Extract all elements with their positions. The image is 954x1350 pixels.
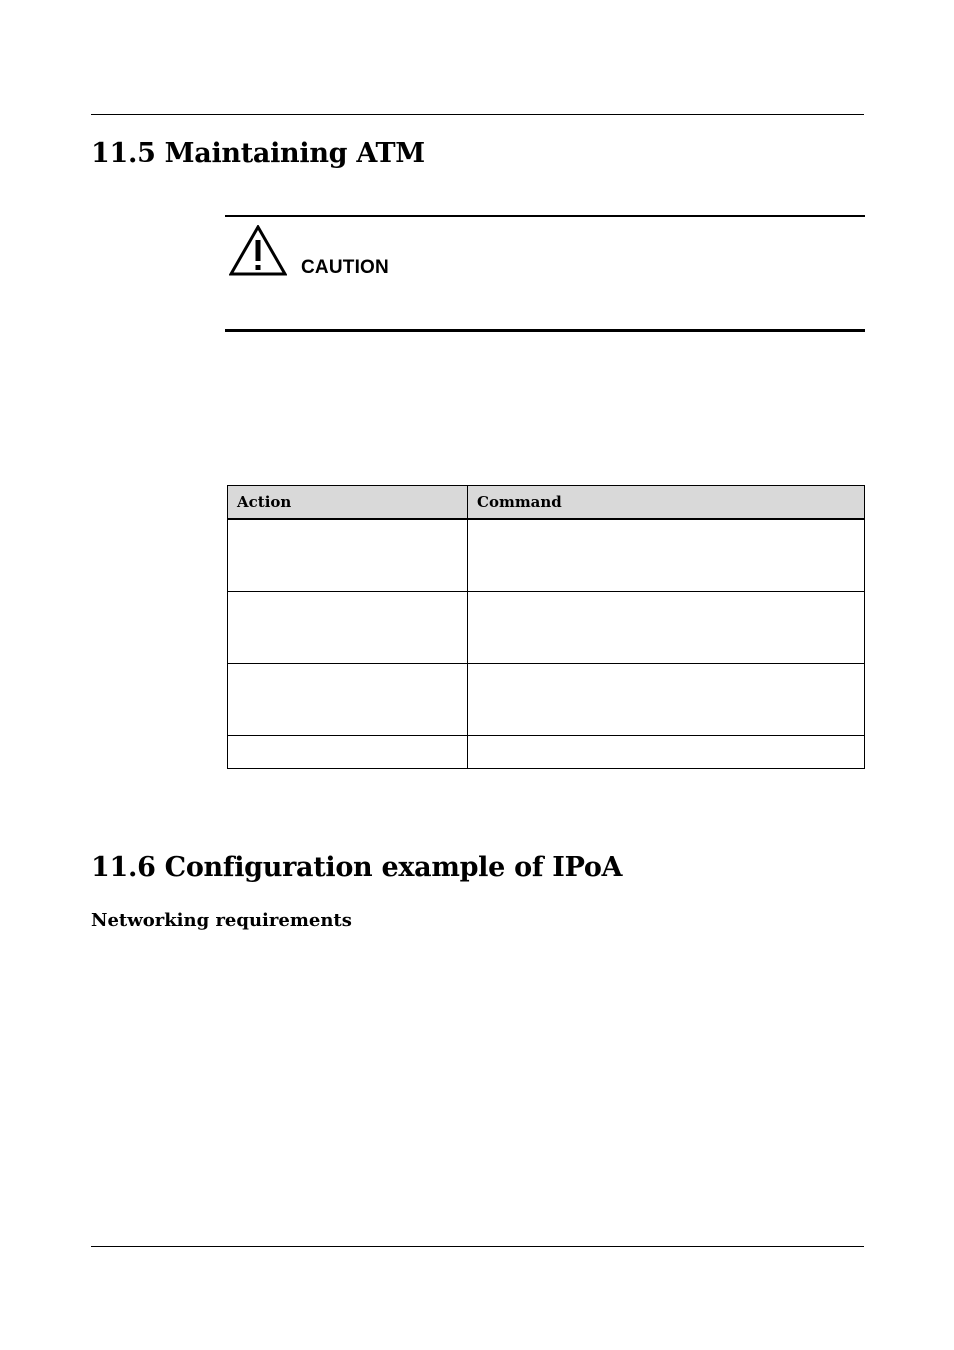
table-row bbox=[228, 664, 865, 736]
table-row bbox=[228, 592, 865, 664]
table-cell-command bbox=[468, 664, 865, 736]
column-header-action: Action bbox=[228, 486, 468, 520]
section-title-ipoa-example: 11.6 Configuration example of IPoA bbox=[91, 852, 623, 883]
atm-maintenance-table bbox=[227, 485, 865, 769]
header-rule bbox=[91, 114, 864, 115]
table-cell-action bbox=[228, 664, 468, 736]
warning-triangle-icon bbox=[229, 225, 287, 277]
table-row bbox=[228, 519, 865, 592]
table-cell-action bbox=[228, 592, 468, 664]
table-cell-action bbox=[228, 736, 468, 769]
column-header-command: Command bbox=[468, 486, 865, 520]
caution-notice bbox=[225, 215, 865, 332]
table-row bbox=[228, 736, 865, 769]
table-cell-command bbox=[468, 519, 865, 592]
subheading-networking-requirements: Networking requirements bbox=[91, 910, 352, 931]
footer-rule bbox=[91, 1246, 864, 1247]
table-cell-action bbox=[228, 519, 468, 592]
table-cell-command bbox=[468, 736, 865, 769]
table-header-row bbox=[228, 486, 865, 520]
caution-label: CAUTION bbox=[301, 257, 389, 278]
section-title-maintaining-atm: 11.5 Maintaining ATM bbox=[91, 138, 425, 169]
table-cell-command bbox=[468, 592, 865, 664]
